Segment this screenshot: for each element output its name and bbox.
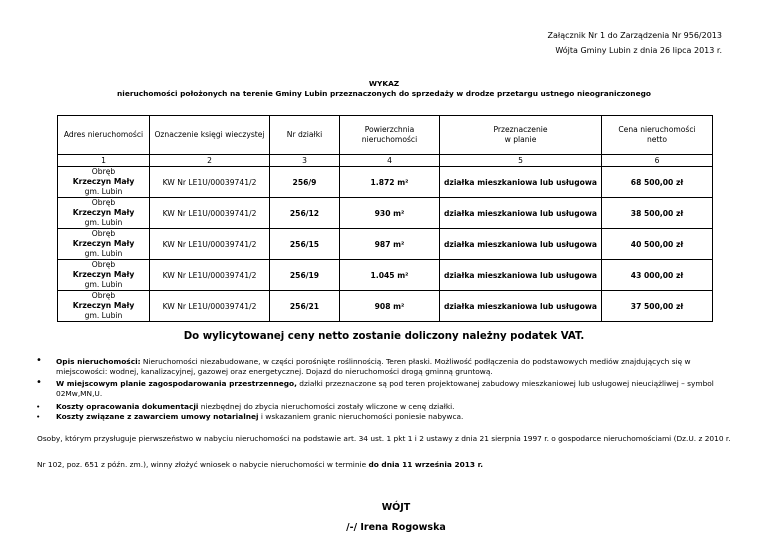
address-cell: Obręb Krzeczyn Mały gm. Lubin bbox=[58, 198, 150, 229]
area-cell: 1.872 m² bbox=[340, 167, 440, 198]
plot-number-cell: 256/15 bbox=[270, 229, 340, 260]
signature-name: /-/ Irena Rogowska bbox=[346, 522, 446, 533]
priority-paragraph-line-2: Nr 102, poz. 651 z późn. zm.), winny złożyć wniosek o nabycie nieruchomości w terminie do dnia 11 września 2013 r. bbox=[37, 460, 484, 469]
bullet-item-notary-costs: • Koszty związane z zawarciem umowy notarialnej i wskazaniem granic nieruchomości poniesie nabywca. bbox=[36, 412, 464, 421]
land-register-cell: KW Nr LE1U/00039741/2 bbox=[150, 291, 270, 322]
purpose-cell: działka mieszkaniowa lub usługowa bbox=[440, 291, 602, 322]
header-line-1: Załącznik Nr 1 do Zarządzenia Nr 956/2013 bbox=[547, 31, 722, 40]
col-header-land-register: Oznaczenie księgi wieczystej bbox=[150, 116, 270, 155]
table-row bbox=[58, 198, 713, 229]
deadline-date: do dnia 11 września 2013 r. bbox=[368, 460, 484, 469]
property-table bbox=[57, 115, 713, 322]
signature-title: WÓJT bbox=[381, 502, 411, 513]
column-number-row bbox=[58, 155, 713, 167]
bullet-icon: • bbox=[36, 402, 41, 411]
header-line-2: Wójta Gminy Lubin z dnia 26 lipca 2013 r. bbox=[555, 46, 722, 55]
bullet-icon: • bbox=[36, 377, 42, 388]
plot-number-cell: 256/9 bbox=[270, 167, 340, 198]
area-cell: 908 m² bbox=[340, 291, 440, 322]
col-header-plot-number: Nr działki bbox=[270, 116, 340, 155]
column-number: 2 bbox=[150, 155, 270, 167]
address-cell: Obręb Krzeczyn Mały gm. Lubin bbox=[58, 291, 150, 322]
price-cell: 38 500,00 zł bbox=[602, 198, 713, 229]
bullet-item-documentation-costs: • Koszty opracowania dokumentacji niezbędnej do zbycia nieruchomości zostały wliczone w cenę działki. bbox=[36, 402, 455, 411]
area-cell: 930 m² bbox=[340, 198, 440, 229]
table-row bbox=[58, 229, 713, 260]
price-cell: 37 500,00 zł bbox=[602, 291, 713, 322]
address-cell: Obręb Krzeczyn Mały gm. Lubin bbox=[58, 167, 150, 198]
purpose-cell: działka mieszkaniowa lub usługowa bbox=[440, 198, 602, 229]
price-cell: 40 500,00 zł bbox=[602, 229, 713, 260]
col-header-purpose: Przeznaczenie w planie bbox=[440, 116, 602, 155]
table-row bbox=[58, 291, 713, 322]
plot-number-cell: 256/19 bbox=[270, 260, 340, 291]
document-title: WYKAZ bbox=[368, 79, 400, 88]
land-register-cell: KW Nr LE1U/00039741/2 bbox=[150, 198, 270, 229]
plot-number-cell: 256/21 bbox=[270, 291, 340, 322]
price-cell: 43 000,00 zł bbox=[602, 260, 713, 291]
land-register-cell: KW Nr LE1U/00039741/2 bbox=[150, 167, 270, 198]
vat-note: Do wylicytowanej ceny netto zostanie doliczony należny podatek VAT. bbox=[183, 331, 585, 342]
table-row bbox=[58, 167, 713, 198]
table-header-row bbox=[58, 116, 713, 155]
price-cell: 68 500,00 zł bbox=[602, 167, 713, 198]
column-number: 4 bbox=[340, 155, 440, 167]
address-cell: Obręb Krzeczyn Mały gm. Lubin bbox=[58, 229, 150, 260]
column-number: 1 bbox=[58, 155, 150, 167]
land-register-cell: KW Nr LE1U/00039741/2 bbox=[150, 260, 270, 291]
col-header-price: Cena nieruchomości netto bbox=[602, 116, 713, 155]
land-register-cell: KW Nr LE1U/00039741/2 bbox=[150, 229, 270, 260]
bullet-item-description: • Opis nieruchomości: Nieruchomości niezabudowane, w części porośnięte roślinnością. Teren płaski. Możliwość podłączenia do podstawowych mediów znajdujących się w miejscowości: wodnej, kanalizacyjnej, gazowej oraz energetycznej. Dojazd do nieruchomości drogą gminną gruntową. bbox=[36, 355, 691, 376]
column-number: 3 bbox=[270, 155, 340, 167]
priority-paragraph-line-1: Osoby, którym przysługuje pierwszeństwo w nabyciu nieruchomości na podstawie art. 34 ust. 1 pkt 1 i 2 ustawy z dnia 21 sierpnia 1997 r. o gospodarce nieruchomościami (Dz.U. z 2010 r. bbox=[37, 434, 731, 443]
address-cell: Obręb Krzeczyn Mały gm. Lubin bbox=[58, 260, 150, 291]
column-number: 5 bbox=[440, 155, 602, 167]
area-cell: 987 m² bbox=[340, 229, 440, 260]
purpose-cell: działka mieszkaniowa lub usługowa bbox=[440, 229, 602, 260]
purpose-cell: działka mieszkaniowa lub usługowa bbox=[440, 167, 602, 198]
bullet-icon: • bbox=[36, 355, 42, 366]
table-row bbox=[58, 260, 713, 291]
purpose-cell: działka mieszkaniowa lub usługowa bbox=[440, 260, 602, 291]
plot-number-cell: 256/12 bbox=[270, 198, 340, 229]
bullet-item-zoning: • W miejscowym planie zagospodarowania przestrzennego, działki przeznaczone są pod teren projektowanej zabudowy mieszkaniowej lub usługowej nieuciążliwej – symbol 02Mw,MN,U. bbox=[36, 377, 714, 398]
bullet-icon: • bbox=[36, 412, 41, 421]
col-header-address: Adres nieruchomości bbox=[58, 116, 150, 155]
col-header-area: Powierzchnia nieruchomości bbox=[340, 116, 440, 155]
document-subtitle: nieruchomości położonych na terenie Gminy Lubin przeznaczonych do sprzedaży w drodze przetargu ustnego nieograniczonego bbox=[117, 89, 651, 98]
area-cell: 1.045 m² bbox=[340, 260, 440, 291]
column-number: 6 bbox=[602, 155, 713, 167]
